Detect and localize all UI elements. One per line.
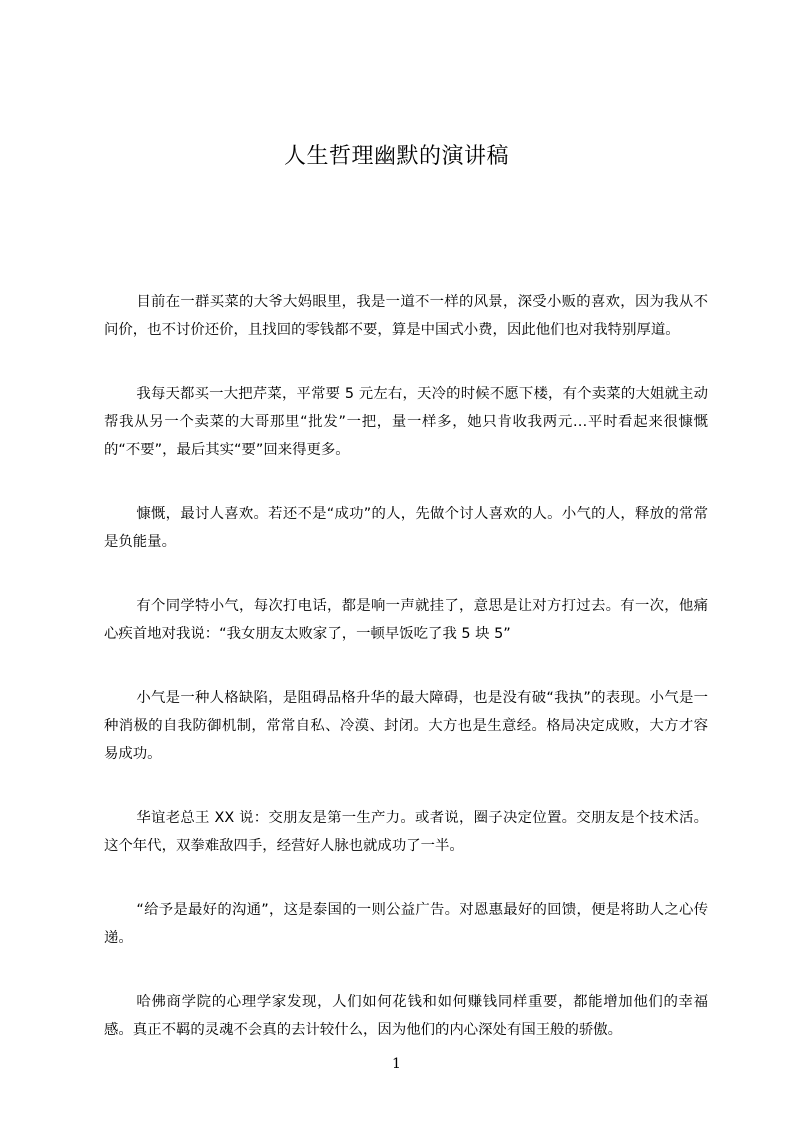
paragraph: 慷慨，最讨人喜欢。若还不是“成功”的人，先做个讨人喜欢的人。小气的人，释放的常常是负能量。 [104, 506, 708, 550]
paragraph: 华谊老总王 XX 说：交朋友是第一生产力。或者说，圈子决定位置。交朋友是个技术活。这个年代，双拳难敌四手，经营好人脉也就成功了一半。 [104, 810, 708, 854]
paragraph: “给予是最好的沟通”，这是泰国的一则公益广告。对恩惠最好的回馈，便是将助人之心传递。 [104, 902, 708, 946]
document-body [104, 288, 708, 1080]
paragraph: 目前在一群买菜的大爷大妈眼里，我是一道不一样的风景，深受小贩的喜欢，因为我从不问价，也不讨价还价，且找回的零钱都不要，算是中国式小费，因此他们也对我特别厚道。 [104, 294, 708, 338]
page-number: 1 [392, 1056, 401, 1072]
paragraph: 小气是一种人格缺陷，是阻碍品格升华的最大障碍，也是没有破“我执”的表现。小气是一种消极的自我防御机制，常常自私、冷漠、封闭。大方也是生意经。格局决定成败，大方才容易成功。 [104, 690, 708, 762]
paragraph: 有个同学特小气，每次打电话，都是响一声就挂了，意思是让对方打过去。有一次，他痛心疾首地对我说：“我女朋友太败家了，一顿早饭吃了我 5 块 5” [104, 598, 708, 642]
document-title: 人生哲理幽默的演讲稿 [283, 144, 509, 169]
paragraph: 哈佛商学院的心理学家发现，人们如何花钱和如何赚钱同样重要，都能增加他们的幸福感。真正不羁的灵魂不会真的去计较什么，因为他们的内心深处有国王般的骄傲。 [104, 994, 708, 1038]
paragraph: 我每天都买一大把芹菜，平常要 5 元左右，天冷的时候不愿下楼，有个卖菜的大姐就主动帮我从另一个卖菜的大哥那里“批发”一把，量一样多，她只肯收我两元…平时看起来很慷慨的“不要”，最后其实“要”回来得更多。 [104, 386, 708, 458]
